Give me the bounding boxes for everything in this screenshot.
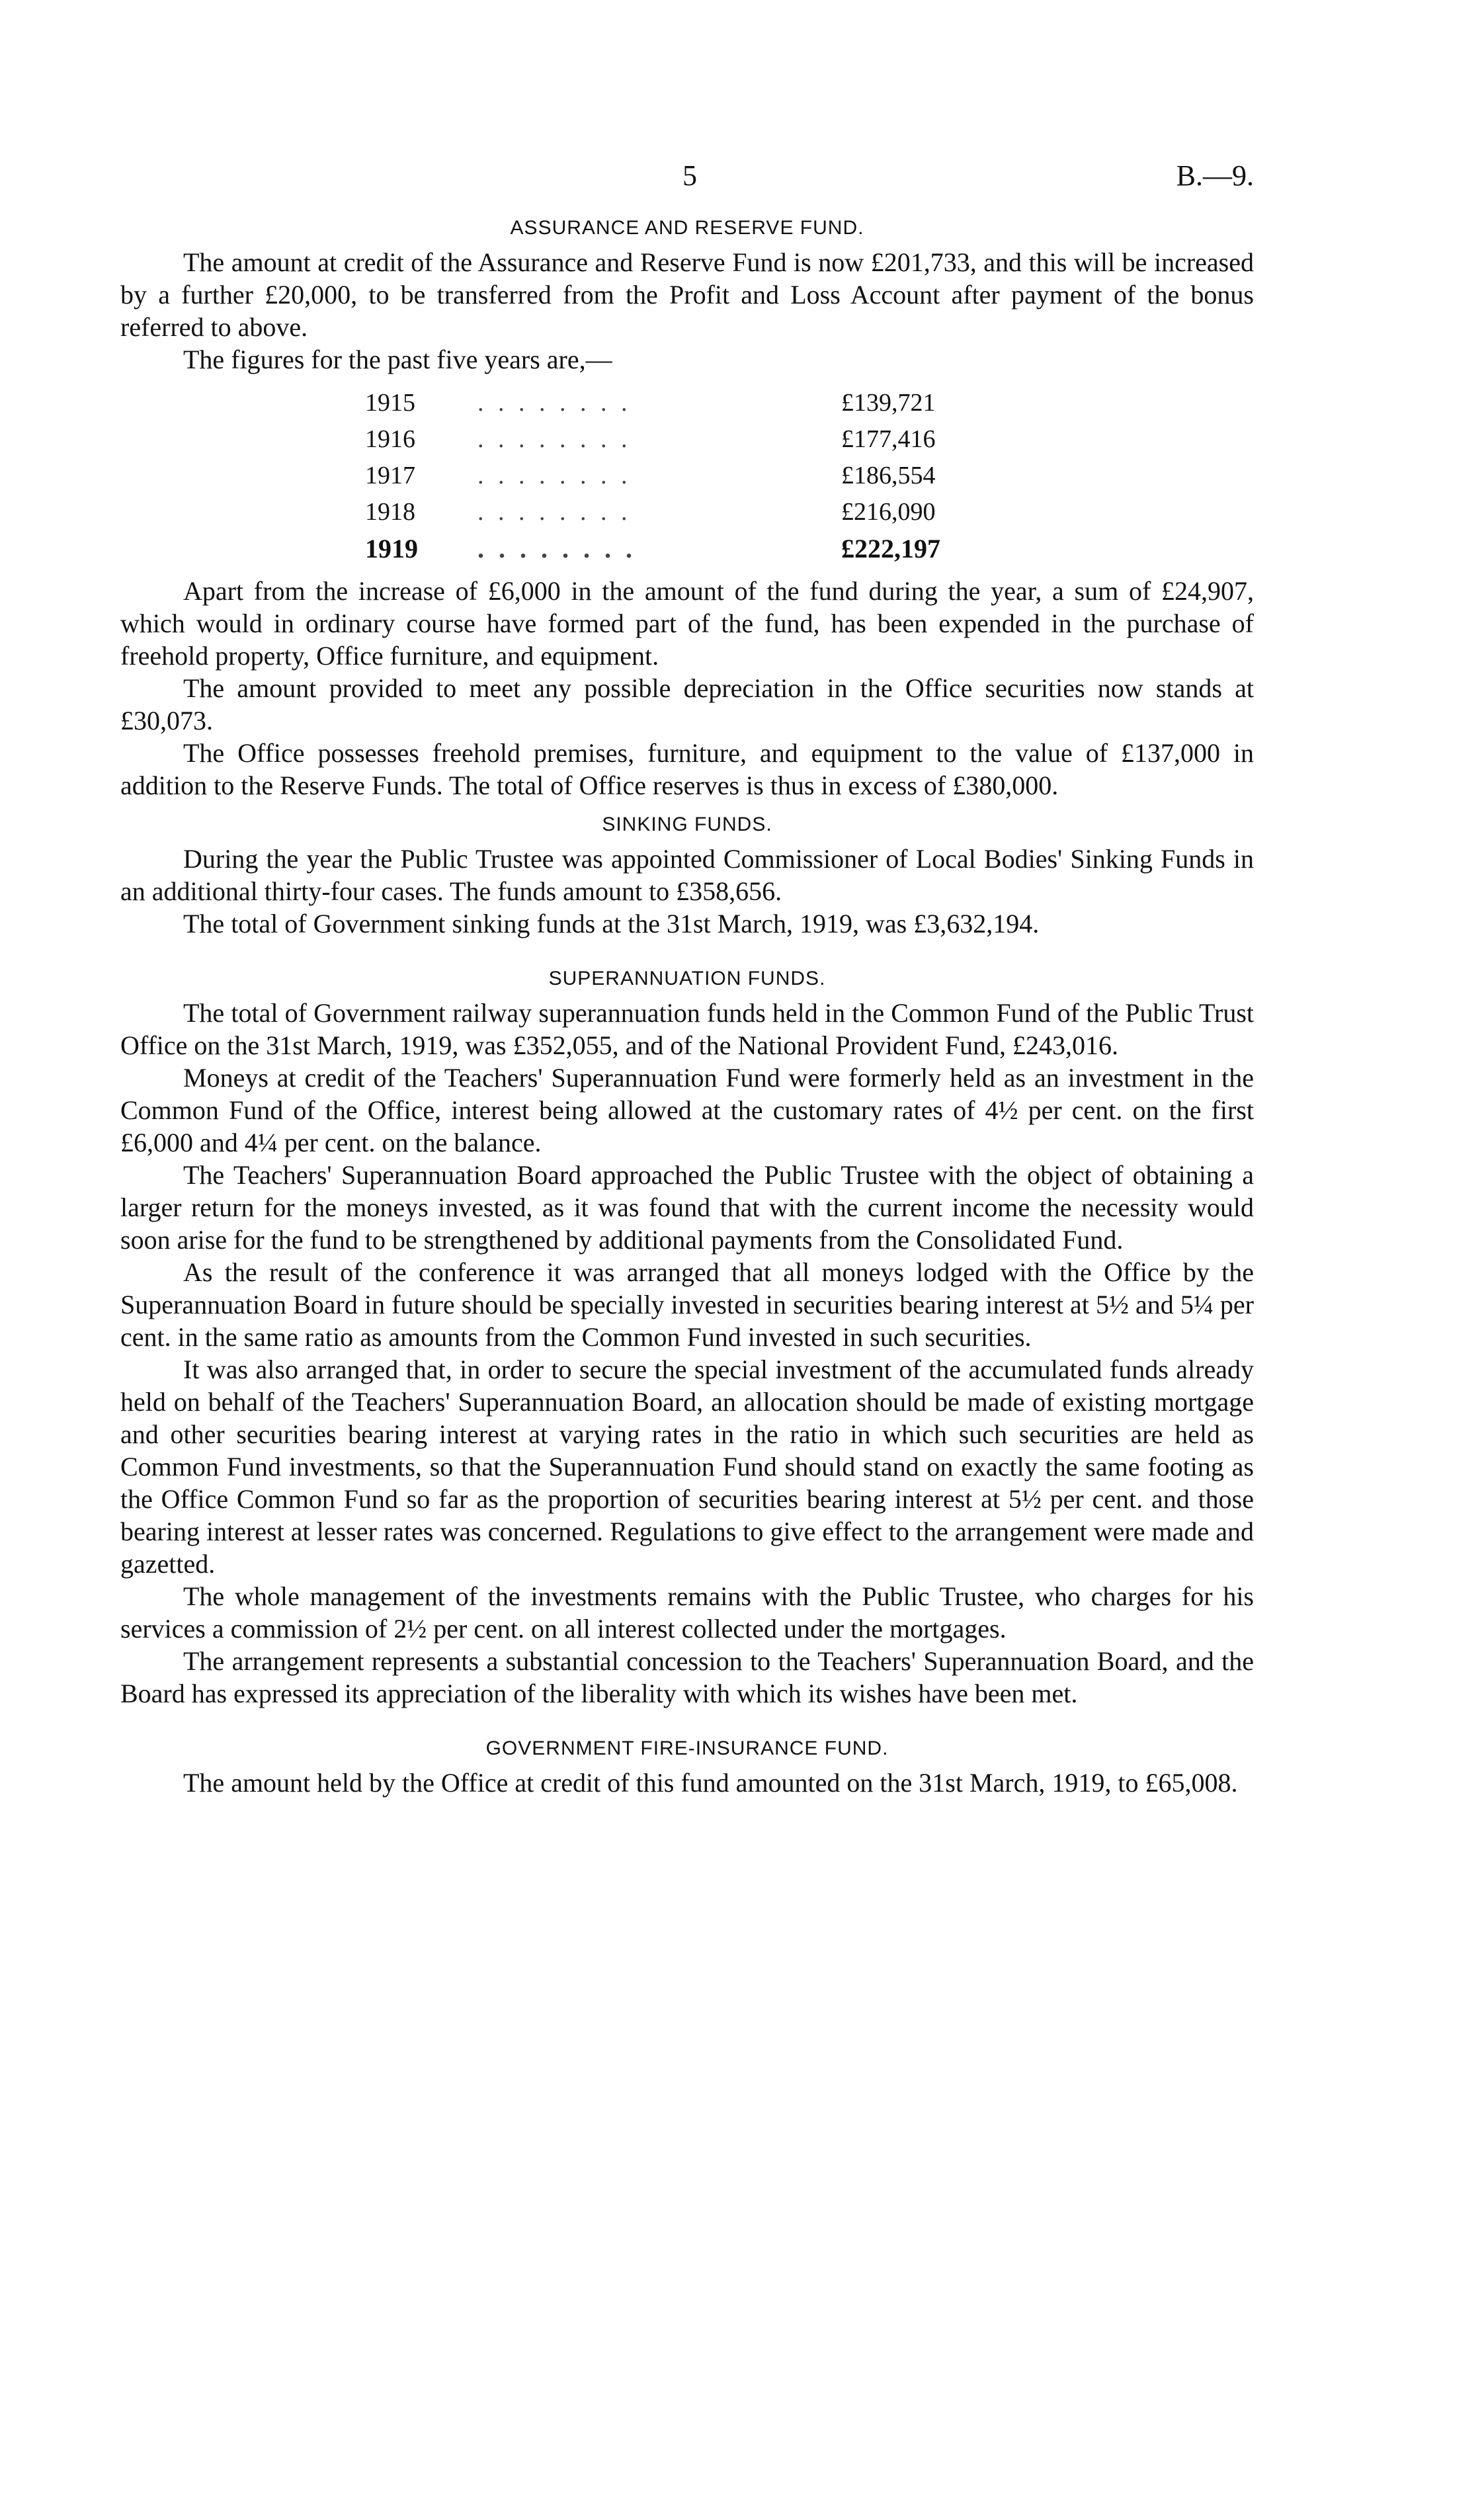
- table-leader-dots: . . . . . . . .: [477, 534, 636, 563]
- paragraph: It was also arranged that, in order to secure the special investment of the accumulated funds already held on behalf of the Teachers' Superannuation Board, an allocation should be made of existing mortgage and other securities bearing interest at varying rates in the ratio in which such securities are held as Common Fund investments, so that the Superannuation Fund should stand on exactly the same footing as the Office Common Fund so far as the proportion of securities bearing interest at 5½ per cent. and those bearing interest at lesser rates was concerned. Regulations to give effect to the arrangement were made and gazetted.: [120, 1354, 1254, 1579]
- document-reference: B.—9.: [1176, 159, 1254, 192]
- table-year: 1915: [365, 389, 415, 417]
- paragraph: The whole management of the investments remains with the Public Trustee, who charges for his services a commission of 2½ per cent. on all interest collected under the mortgages.: [120, 1581, 1254, 1644]
- paragraph: The arrangement represents a substantial concession to the Teachers' Superannuation Board, and the Board has expressed its appreciation of the liberality with which its wishes have been met.: [120, 1646, 1254, 1708]
- paragraph: The amount at credit of the Assurance and Reserve Fund is now £201,733, and this will be increased by a further £20,000, to be transferred from the Profit and Loss Account after payment of the bonus referred to above.: [120, 247, 1254, 342]
- paragraph: The amount provided to meet any possible depreciation in the Office securities now stands at £30,073.: [120, 673, 1254, 735]
- table-leader-dots: . . . . . . . .: [477, 462, 632, 489]
- section-heading-fire-insurance: GOVERNMENT FIRE-INSURANCE FUND.: [485, 1737, 889, 1759]
- table-leader-dots: . . . . . . . .: [477, 425, 632, 453]
- section-heading-assurance: ASSURANCE AND RESERVE FUND.: [510, 217, 864, 239]
- fund-history-table: [365, 385, 973, 567]
- table-leader-dots: . . . . . . . .: [477, 498, 632, 526]
- page-header: [120, 159, 1254, 205]
- table-leader-dots: . . . . . . . .: [477, 389, 632, 417]
- paragraph: As the result of the conference it was arranged that all moneys lodged with the Office by the Superannuation Board in future should be specially invested in securities bearing interest at 5½ and 5¼ per cent. in the same ratio as amounts from the Common Fund invested in such securities.: [120, 1257, 1254, 1352]
- document-page: [120, 159, 1254, 1799]
- table-amount: £216,090: [841, 498, 936, 526]
- page-number: 5: [682, 159, 697, 192]
- paragraph: The total of Government sinking funds at the 31st March, 1919, was £3,632,194.: [183, 909, 1040, 938]
- table-row: [365, 421, 973, 458]
- table-row: [365, 458, 973, 494]
- table-year: 1916: [365, 425, 415, 453]
- paragraph: During the year the Public Trustee was appointed Commissioner of Local Bodies' Sinking Funds in an additional thirty-four cases. The funds amount to £358,656.: [120, 844, 1254, 906]
- table-row: [365, 494, 973, 530]
- paragraph: The Office possesses freehold premises, furniture, and equipment to the value of £137,000 in addition to the Reserve Funds. The total of Office reserves is thus in excess of £380,000.: [120, 738, 1254, 800]
- paragraph: The total of Government railway superannuation funds held in the Common Fund of the Public Trust Office on the 31st March, 1919, was £352,055, and of the National Provident Fund, £243,016.: [120, 998, 1254, 1060]
- paragraph: Apart from the increase of £6,000 in the amount of the fund during the year, a sum of £24,907, which would in ordinary course have formed part of the fund, has been expended in the purchase of freehold property, Office furniture, and equipment.: [120, 576, 1254, 671]
- table-row: [365, 385, 973, 421]
- paragraph: The figures for the past five years are,—: [183, 345, 612, 374]
- table-row: [365, 530, 973, 567]
- paragraph: The Teachers' Superannuation Board approached the Public Trustee with the object of obtaining a larger return for the moneys invested, as it was found that with the current income the necessity would soon arise for the fund to be strengthened by additional payments from the Consolidated Fund.: [120, 1160, 1254, 1255]
- table-amount: £222,197: [841, 534, 940, 563]
- paragraph: The amount held by the Office at credit of this fund amounted on the 31st March, 1919, to £65,008.: [183, 1768, 1238, 1798]
- table-year: 1919: [365, 534, 418, 563]
- section-heading-superannuation: SUPERANNUATION FUNDS.: [548, 968, 826, 989]
- paragraph: Moneys at credit of the Teachers' Superannuation Fund were formerly held as an investment in the Common Fund of the Office, interest being allowed at the customary rates of 4½ per cent. on the first £6,000 and 4¼ per cent. on the balance.: [120, 1063, 1254, 1157]
- table-year: 1917: [365, 462, 415, 489]
- table-amount: £139,721: [841, 389, 936, 417]
- table-year: 1918: [365, 498, 415, 526]
- table-amount: £186,554: [841, 462, 936, 489]
- table-amount: £177,416: [841, 425, 936, 453]
- section-heading-sinking: SINKING FUNDS.: [602, 813, 772, 835]
